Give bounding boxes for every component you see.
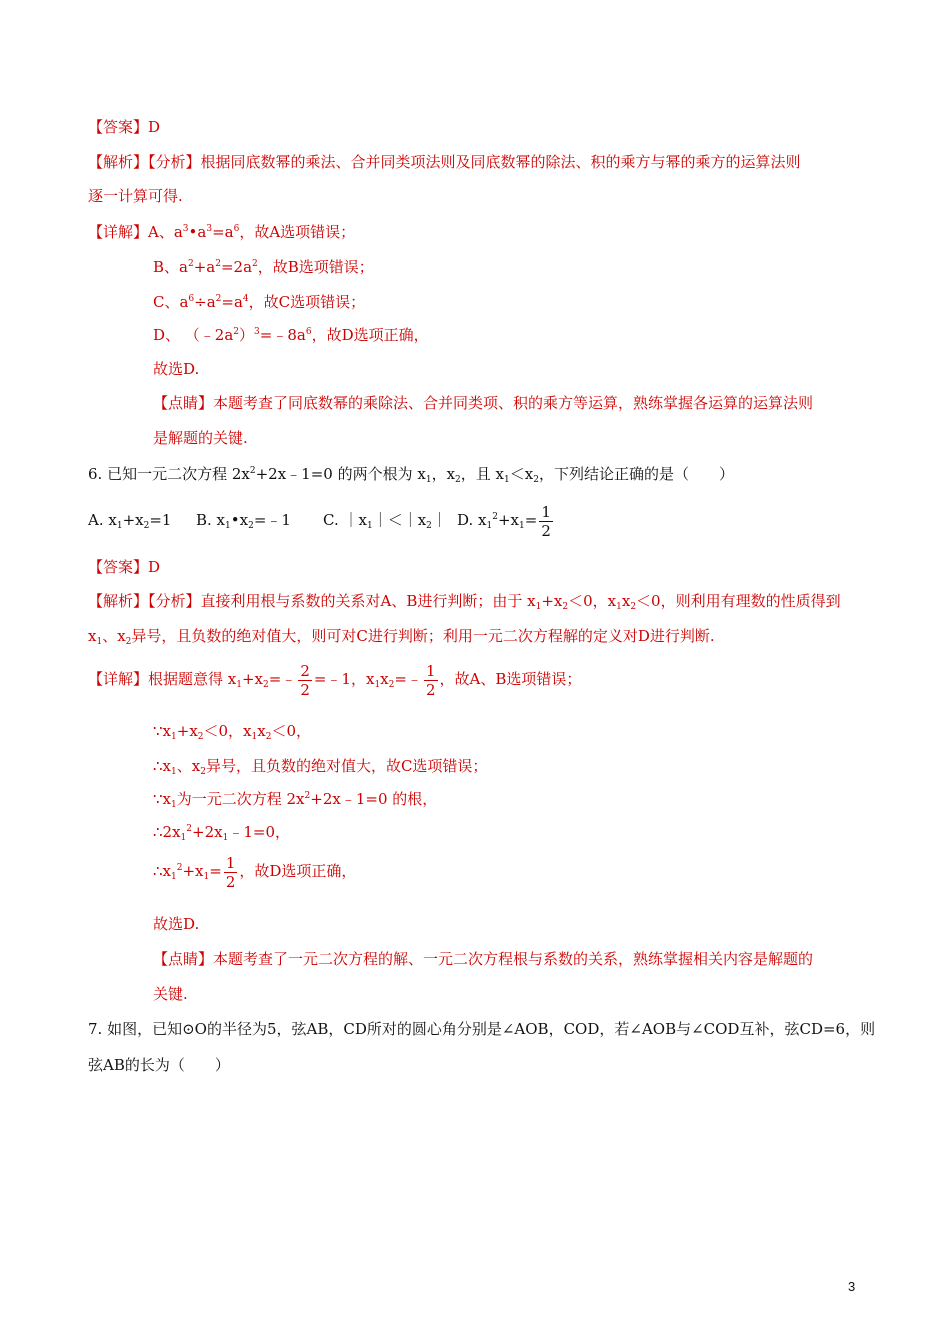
q5-remark-cont: 是解题的关键.: [153, 429, 248, 447]
q5-c-text: ÷a: [194, 293, 216, 311]
l-text: ＜0，: [271, 722, 312, 740]
sub: 1: [535, 602, 542, 612]
q6-stem-text: ＜x: [509, 465, 534, 483]
l-text: 异号，且负数的绝对值大，故C选项错误；: [205, 757, 488, 775]
q5-b-text: +a: [193, 258, 216, 276]
q6-stem-text: ，且 x: [460, 465, 504, 483]
numerator: 1: [425, 661, 436, 680]
d-text: ，故A、B选项错误；: [439, 670, 582, 688]
an-text: +x: [541, 592, 563, 610]
q6-line-3: [153, 789, 437, 809]
q6-stem-text: ，x: [431, 465, 456, 483]
sub: 1: [616, 602, 622, 612]
d-text: 【详解】根据题意得 x: [88, 670, 237, 688]
opt-text: A. x: [88, 511, 117, 529]
q6-detail: [88, 658, 581, 700]
opt-text: •x: [230, 511, 249, 529]
fraction: [298, 662, 312, 699]
denominator: 2: [425, 680, 436, 699]
an-text: ＜0，则利用有理数的性质得到: [636, 592, 841, 610]
l-text: +x: [182, 862, 204, 880]
q6-line-2: [153, 756, 487, 776]
q6-line-1: [153, 721, 311, 741]
an-text: x: [88, 627, 97, 645]
sub: 2: [200, 767, 206, 777]
q6-analysis-cont: [88, 626, 715, 646]
exp: 6: [233, 224, 240, 234]
q5-c-text: =a: [221, 293, 243, 311]
q5-c-text: C、a: [153, 293, 189, 311]
q6-stem-text: 6. 已知一元二次方程 2x: [88, 465, 250, 483]
exp: 3: [206, 224, 213, 234]
exp: 6: [188, 294, 195, 304]
l-text: ∴x: [153, 862, 172, 880]
opt-text: =1: [149, 511, 172, 529]
sub: 1: [116, 521, 123, 531]
l-text: ∵x: [153, 722, 172, 740]
detail-label: 【详解】: [88, 223, 149, 241]
sub: 2: [125, 637, 132, 647]
q6-stem: [88, 464, 734, 484]
sub: 1: [366, 521, 373, 531]
opt-text: C. ｜x: [323, 511, 367, 529]
exp: 2: [233, 327, 240, 337]
exp: 2: [252, 259, 258, 269]
sub: 1: [236, 680, 242, 690]
d-text: +x: [241, 670, 263, 688]
sub: 2: [265, 732, 272, 742]
q5-c-text: ，故C选项错误；: [248, 293, 366, 311]
l-text: ∴2x: [153, 823, 181, 841]
opt-text: =﹣1: [253, 511, 291, 529]
sub: 1: [225, 521, 231, 531]
q7-stem: 7. 如图，已知⊙O的半径为5，弦AB，CD所对的圆心角分别是∠AOB，COD，若∠AOB与∠COD互补，弦CD=6，则: [88, 1020, 876, 1038]
q6-analysis: [88, 591, 841, 611]
sub: 2: [455, 475, 461, 485]
q6-remark: 【点睛】本题考查了一元二次方程的解、一元二次方程根与系数的关系，熟练掌握相关内容是解题的: [153, 950, 814, 968]
exp: 2: [249, 466, 256, 476]
opt-text: ｜: [431, 511, 447, 529]
q6-stem-text: ，下列结论正确的是（ ）: [538, 465, 734, 483]
numerator: 1: [541, 502, 551, 521]
opt-text: +x: [122, 511, 144, 529]
opt-text: =: [524, 511, 538, 529]
l-text: =: [209, 862, 222, 880]
page-number: 3: [848, 1279, 856, 1294]
d-text: x: [380, 670, 389, 688]
l-text: ∵x: [153, 790, 172, 808]
sub: 1: [171, 732, 177, 742]
q6-option-d: [457, 499, 555, 541]
q5-a-text: •a: [188, 223, 207, 241]
exp: 2: [187, 259, 194, 269]
l-text: ＜0，x: [203, 722, 252, 740]
opt-text: ｜＜｜x: [372, 511, 427, 529]
fraction: [539, 503, 553, 540]
q5-d-text: ）: [239, 326, 255, 344]
q5-detail-b: [153, 257, 374, 277]
sub: 2: [562, 602, 569, 612]
sub: 1: [222, 833, 229, 843]
sub: 1: [203, 872, 210, 882]
sub: 1: [504, 475, 510, 485]
d-text: =﹣: [394, 670, 422, 688]
q7-stem-cont: 弦AB的长为（ ）: [88, 1056, 230, 1074]
denominator: 2: [300, 680, 310, 699]
q5-b-text: B、a: [153, 258, 188, 276]
sub: 2: [143, 521, 150, 531]
q5-choose: 故选D.: [153, 360, 200, 378]
sub: 2: [426, 521, 432, 531]
sub: 1: [171, 800, 177, 810]
d-text: =﹣1，x: [313, 670, 375, 688]
sub: 2: [263, 680, 269, 690]
q6-stem-text: +2x﹣1=0 的两个根为 x: [255, 465, 426, 483]
an-text: ＜0，x: [568, 592, 617, 610]
sub: 1: [251, 732, 258, 742]
q5-b-text: =2a: [220, 258, 253, 276]
l-text: ∴x: [153, 757, 172, 775]
fraction: [224, 854, 238, 891]
l-text: +x: [176, 722, 198, 740]
exp: 2: [304, 791, 311, 801]
l-text: 、x: [176, 757, 201, 775]
sub: 1: [171, 872, 177, 882]
sub: 1: [486, 521, 493, 531]
q5-remark: 【点睛】本题考查了同底数幂的乘除法、合并同类项、积的乘方等运算，熟练掌握各运算的运算法则: [153, 394, 814, 412]
sub: 2: [197, 732, 204, 742]
l-text: ，故D选项正确，: [239, 862, 357, 880]
denominator: 2: [225, 872, 236, 891]
numerator: 1: [225, 853, 236, 872]
q5-a-text: ，故A选项错误；: [239, 223, 356, 241]
exp: 4: [242, 294, 249, 304]
sub: 1: [180, 833, 187, 843]
sub: 1: [519, 521, 525, 531]
q5-detail-d: [153, 325, 429, 345]
q5-b-text: ，故B选项错误；: [257, 258, 374, 276]
q5-analysis: 【解析】【分析】根据同底数幂的乘法、合并同类项法则及同底数幂的除法、积的乘方与幂的乘方的运算法则: [88, 153, 801, 171]
exp: 2: [186, 824, 193, 834]
l-text: x: [257, 722, 266, 740]
q6-option-b: [196, 510, 291, 530]
q5-analysis-cont: 逐一计算可得.: [88, 187, 183, 205]
an-text: 、x: [102, 627, 126, 645]
d-text: =﹣: [268, 670, 297, 688]
sub: 1: [171, 767, 177, 777]
q5-answer: 【答案】D: [88, 118, 161, 136]
q5-a-text: =a: [212, 223, 234, 241]
q5-a-text: A、a: [148, 223, 183, 241]
opt-text: B. x: [196, 511, 226, 529]
q5-d-text: ，故D选项正确，: [311, 326, 429, 344]
l-text: 为一元二次方程 2x: [176, 790, 305, 808]
q6-option-c: [323, 510, 447, 530]
l-text: ﹣1=0，: [228, 823, 290, 841]
q5-d-text: =﹣8a: [259, 326, 306, 344]
exp: 2: [215, 259, 221, 269]
q6-answer: 【答案】D: [88, 558, 161, 576]
opt-text: +x: [497, 511, 519, 529]
sub: 2: [388, 680, 395, 690]
exp: 2: [215, 294, 222, 304]
an-text: 【解析】【分析】直接利用根与系数的关系对A、B进行判断；由于 x: [88, 592, 536, 610]
l-text: +2x﹣1=0 的根，: [310, 790, 438, 808]
an-text: x: [621, 592, 631, 610]
q6-line-4: [153, 822, 290, 842]
sub: 1: [425, 475, 432, 485]
q5-detail-c: [153, 292, 365, 312]
l-text: +2x: [192, 823, 223, 841]
opt-text: D. x: [457, 511, 487, 529]
sub: 2: [533, 475, 539, 485]
sub: 1: [96, 637, 103, 647]
q6-choose: 故选D.: [153, 915, 200, 933]
exp: 6: [305, 327, 312, 337]
q6-remark-cont: 关键.: [153, 985, 188, 1003]
sub: 2: [248, 521, 254, 531]
fraction: [424, 662, 438, 699]
denominator: 2: [541, 521, 551, 540]
exp: 3: [182, 224, 189, 234]
exp: 2: [176, 863, 183, 873]
q5-d-text: D、 （﹣2a: [153, 326, 234, 344]
sub: 2: [630, 602, 637, 612]
q5-detail-a: [88, 222, 355, 242]
q6-line-5: [153, 850, 356, 892]
numerator: 2: [300, 661, 310, 680]
sub: 1: [374, 680, 381, 690]
exp: 2: [492, 512, 498, 522]
an-text: 异号，且负数的绝对值大，则可对C进行判断；利用一元二次方程解的定义对D进行判断.: [131, 627, 715, 645]
q6-option-a: [88, 510, 171, 530]
exp: 3: [254, 327, 260, 337]
